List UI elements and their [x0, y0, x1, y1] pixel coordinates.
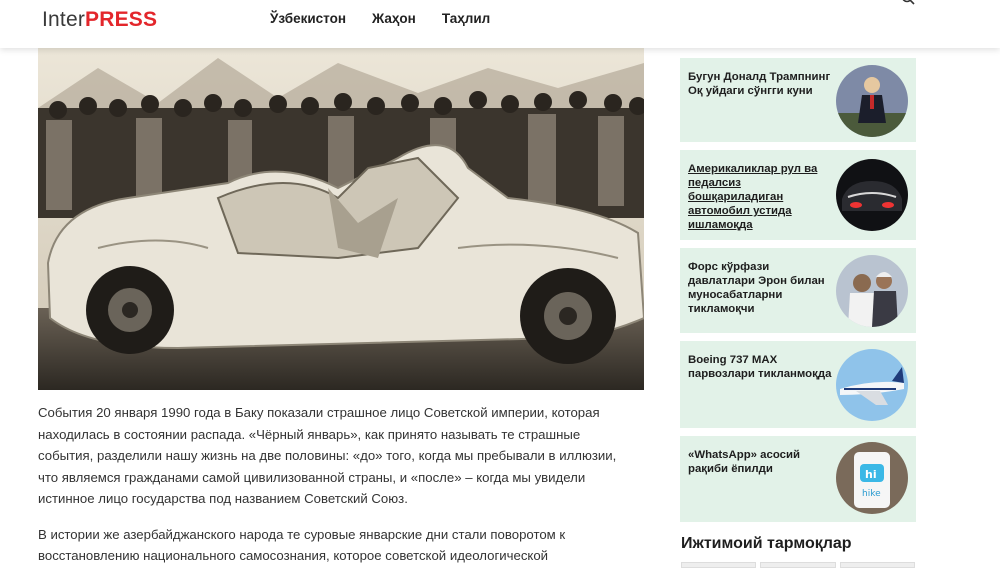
- sidebar-news-item[interactable]: [680, 436, 916, 522]
- gulf-leaders-icon: [836, 255, 908, 327]
- social-button[interactable]: [760, 562, 835, 568]
- hike-app-icon: [836, 442, 908, 514]
- logo-inter: Inter: [42, 8, 86, 31]
- svg-text:hi: hi: [865, 468, 877, 481]
- trump-walking-icon: [836, 65, 908, 137]
- article-paragraph-1: События 20 января 1990 года в Баку показали страшное лицо Советской империи, которая находилась в состоянии распада. «Чёрный январь», как принято называть те страшные события, разделили нашу жизнь на две половины: «до» того, когда мы пребывали в иллюзии, что являемся гражданами самой цивилизованной страны, и «после» – когда мы увидели истинное лицо государства под названием Советский Союз.: [38, 405, 617, 506]
- site-header: [0, 0, 1000, 48]
- sidebar-news-item[interactable]: [680, 58, 916, 142]
- sidebar-news-item[interactable]: [680, 150, 916, 240]
- article-image: [38, 48, 644, 390]
- self-driving-car-icon: [836, 159, 908, 231]
- logo-press: PRESS: [85, 8, 158, 31]
- news-title[interactable]: Boeing 737 MAX парвозлари тикланмоқда: [688, 354, 832, 380]
- news-title[interactable]: Форс кўрфази давлатлари Эрон билан муносабатларни тикламоқчи: [688, 261, 825, 315]
- article-body: [38, 402, 638, 581]
- sidebar-news-item[interactable]: [680, 341, 916, 428]
- sidebar-news-item[interactable]: [680, 248, 916, 333]
- nav-item-analysis[interactable]: Таҳлил: [441, 11, 491, 26]
- social-button[interactable]: [681, 562, 756, 568]
- site-logo[interactable]: [42, 8, 157, 32]
- social-button[interactable]: [840, 562, 915, 568]
- svg-text:hike: hike: [862, 489, 881, 499]
- article-paragraph-2: В истории же азербайджанского народа те суровые январские дни стали поворотом к восстановлению национального самосознания, которое советской идеологической: [38, 526, 566, 563]
- boeing-plane-icon: [836, 349, 908, 421]
- nav-item-world[interactable]: Жаҳон: [372, 11, 416, 26]
- nav-item-uzbekistan[interactable]: Ўзбекистон: [270, 11, 347, 26]
- news-title[interactable]: Америкаликлар рул ва педалсиз бошқариладиган автомобил устида ишламоқда: [688, 163, 818, 231]
- photo-damaged-car-icon: [38, 48, 644, 390]
- social-networks-title: Ижтимоий тармоқлар: [681, 535, 852, 552]
- news-title[interactable]: «WhatsApp» асосий рақиби ёпилди: [688, 449, 800, 475]
- social-buttons-row: [681, 562, 915, 568]
- news-title[interactable]: Бугун Доналд Трампнинг Оқ уйдаги сўнгги куни: [688, 71, 831, 97]
- search-icon[interactable]: [901, 0, 915, 5]
- sidebar-news: [680, 58, 916, 522]
- main-nav: [270, 11, 490, 26]
